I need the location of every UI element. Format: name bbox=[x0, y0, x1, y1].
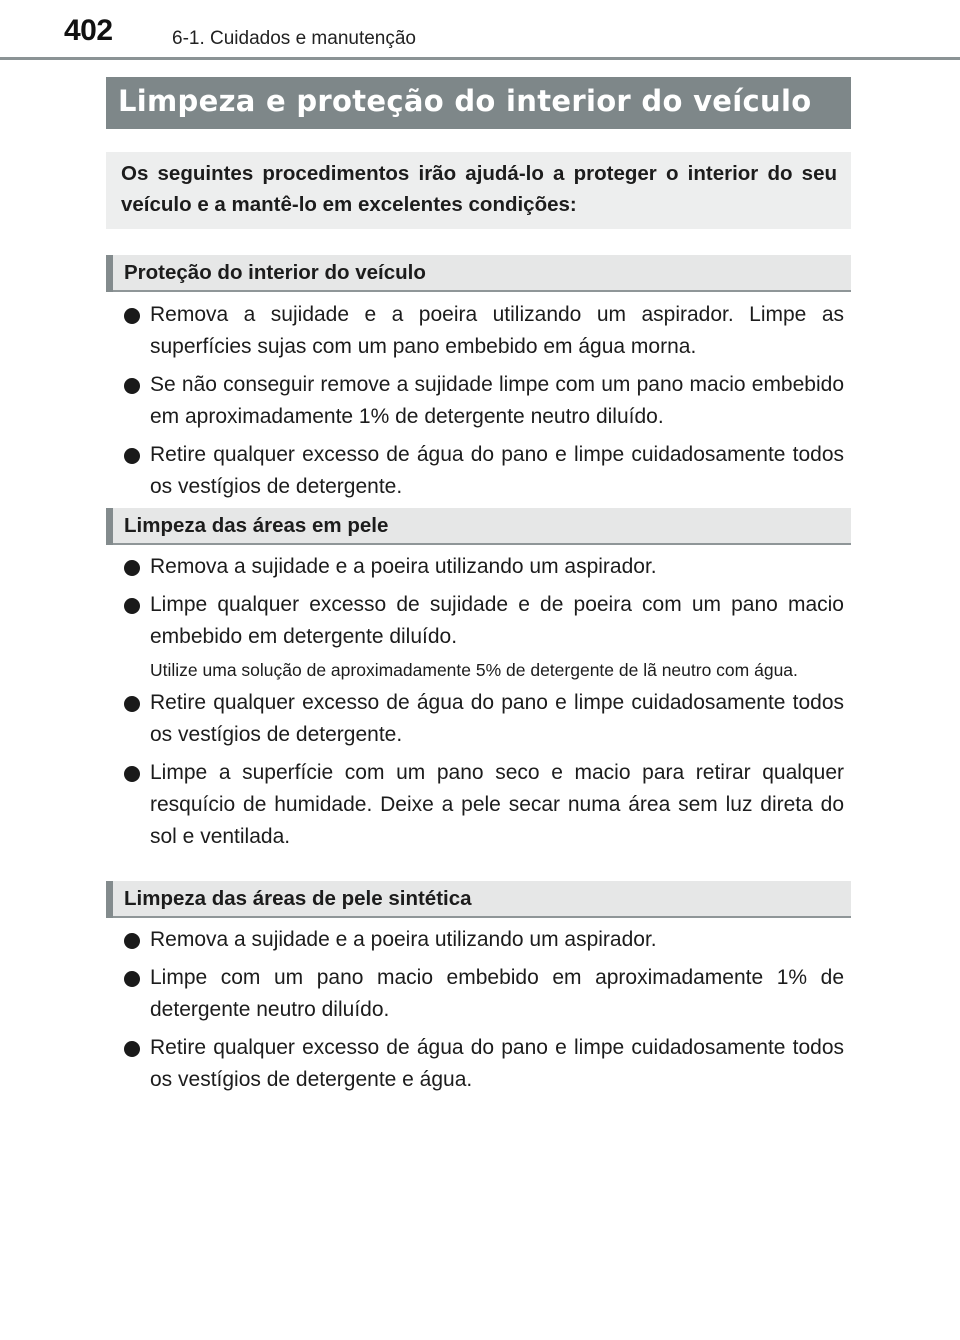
list-item-text: Remova a sujidade e a poeira utilizando um aspirador. bbox=[150, 555, 657, 578]
page-number: 402 bbox=[64, 14, 113, 47]
section-protecao-list bbox=[124, 299, 844, 509]
list-item-text: Limpe a superfície com um pano seco e macio para retirar qualquer resquício de humidade. Deixe a pele secar numa área sem luz direta do sol e ventilada. bbox=[150, 761, 844, 848]
note-text: Utilize uma solução de aproximadamente 5% de detergente de lã neutro com água. bbox=[150, 660, 798, 680]
list-item-text: Remova a sujidade e a poeira utilizando um aspirador. Limpe as superfícies sujas com um pano embebido em água morna. bbox=[150, 303, 844, 358]
list-item-text: Remova a sujidade e a poeira utilizando um aspirador. bbox=[150, 928, 657, 951]
list-item bbox=[124, 1032, 844, 1096]
chapter-title: 6-1. Cuidados e manutenção bbox=[172, 28, 416, 49]
list-item-text: Retire qualquer excesso de água do pano e limpe cuidadosamente todos os vestígios de detergente. bbox=[150, 443, 844, 498]
bullet-icon bbox=[124, 766, 140, 782]
section-heading-text: Limpeza das áreas em pele bbox=[124, 514, 389, 537]
section-heading-protecao bbox=[106, 255, 851, 292]
section-heading-text: Proteção do interior do veículo bbox=[124, 261, 426, 284]
section-heading-pele-sintetica bbox=[106, 881, 851, 918]
section-pele-sintetica-list bbox=[124, 924, 844, 1102]
list-item-text: Limpe qualquer excesso de sujidade e de poeira com um pano macio embebido em detergente diluído. bbox=[150, 593, 844, 648]
list-item-text: Se não conseguir remove a sujidade limpe com um pano macio embebido em aproximadamente 1% de detergente neutro diluído. bbox=[150, 373, 844, 428]
list-item bbox=[124, 551, 844, 583]
page-header bbox=[0, 0, 960, 64]
list-item-text: Retire qualquer excesso de água do pano e limpe cuidadosamente todos os vestígios de detergente. bbox=[150, 691, 844, 746]
bullet-icon bbox=[124, 560, 140, 576]
bullet-icon bbox=[124, 933, 140, 949]
bullet-icon bbox=[124, 598, 140, 614]
intro-text: Os seguintes procedimentos irão ajudá-lo a proteger o interior do seu veículo e a mantê-lo em excelentes condições: bbox=[121, 162, 837, 216]
section-heading-text: Limpeza das áreas de pele sintética bbox=[124, 887, 472, 910]
intro-box bbox=[106, 152, 851, 229]
list-item bbox=[124, 439, 844, 503]
list-item-text: Limpe com um pano macio embebido em aproximadamente 1% de detergente neutro diluído. bbox=[150, 966, 844, 1021]
page-title: Limpeza e proteção do interior do veículo bbox=[118, 84, 812, 118]
section-pele-list bbox=[124, 551, 844, 859]
list-item bbox=[124, 369, 844, 433]
bullet-icon bbox=[124, 696, 140, 712]
bullet-icon bbox=[124, 378, 140, 394]
list-item bbox=[124, 962, 844, 1026]
bullet-icon bbox=[124, 1041, 140, 1057]
title-banner bbox=[106, 77, 851, 129]
list-item bbox=[124, 589, 844, 653]
list-item bbox=[124, 924, 844, 956]
list-item bbox=[124, 687, 844, 751]
section-heading-pele bbox=[106, 508, 851, 545]
bullet-icon bbox=[124, 971, 140, 987]
bullet-icon bbox=[124, 308, 140, 324]
bullet-icon bbox=[124, 448, 140, 464]
list-item bbox=[124, 757, 844, 853]
list-item bbox=[124, 299, 844, 363]
list-item-text: Retire qualquer excesso de água do pano e limpe cuidadosamente todos os vestígios de detergente e água. bbox=[150, 1036, 844, 1091]
header-divider bbox=[0, 57, 960, 60]
